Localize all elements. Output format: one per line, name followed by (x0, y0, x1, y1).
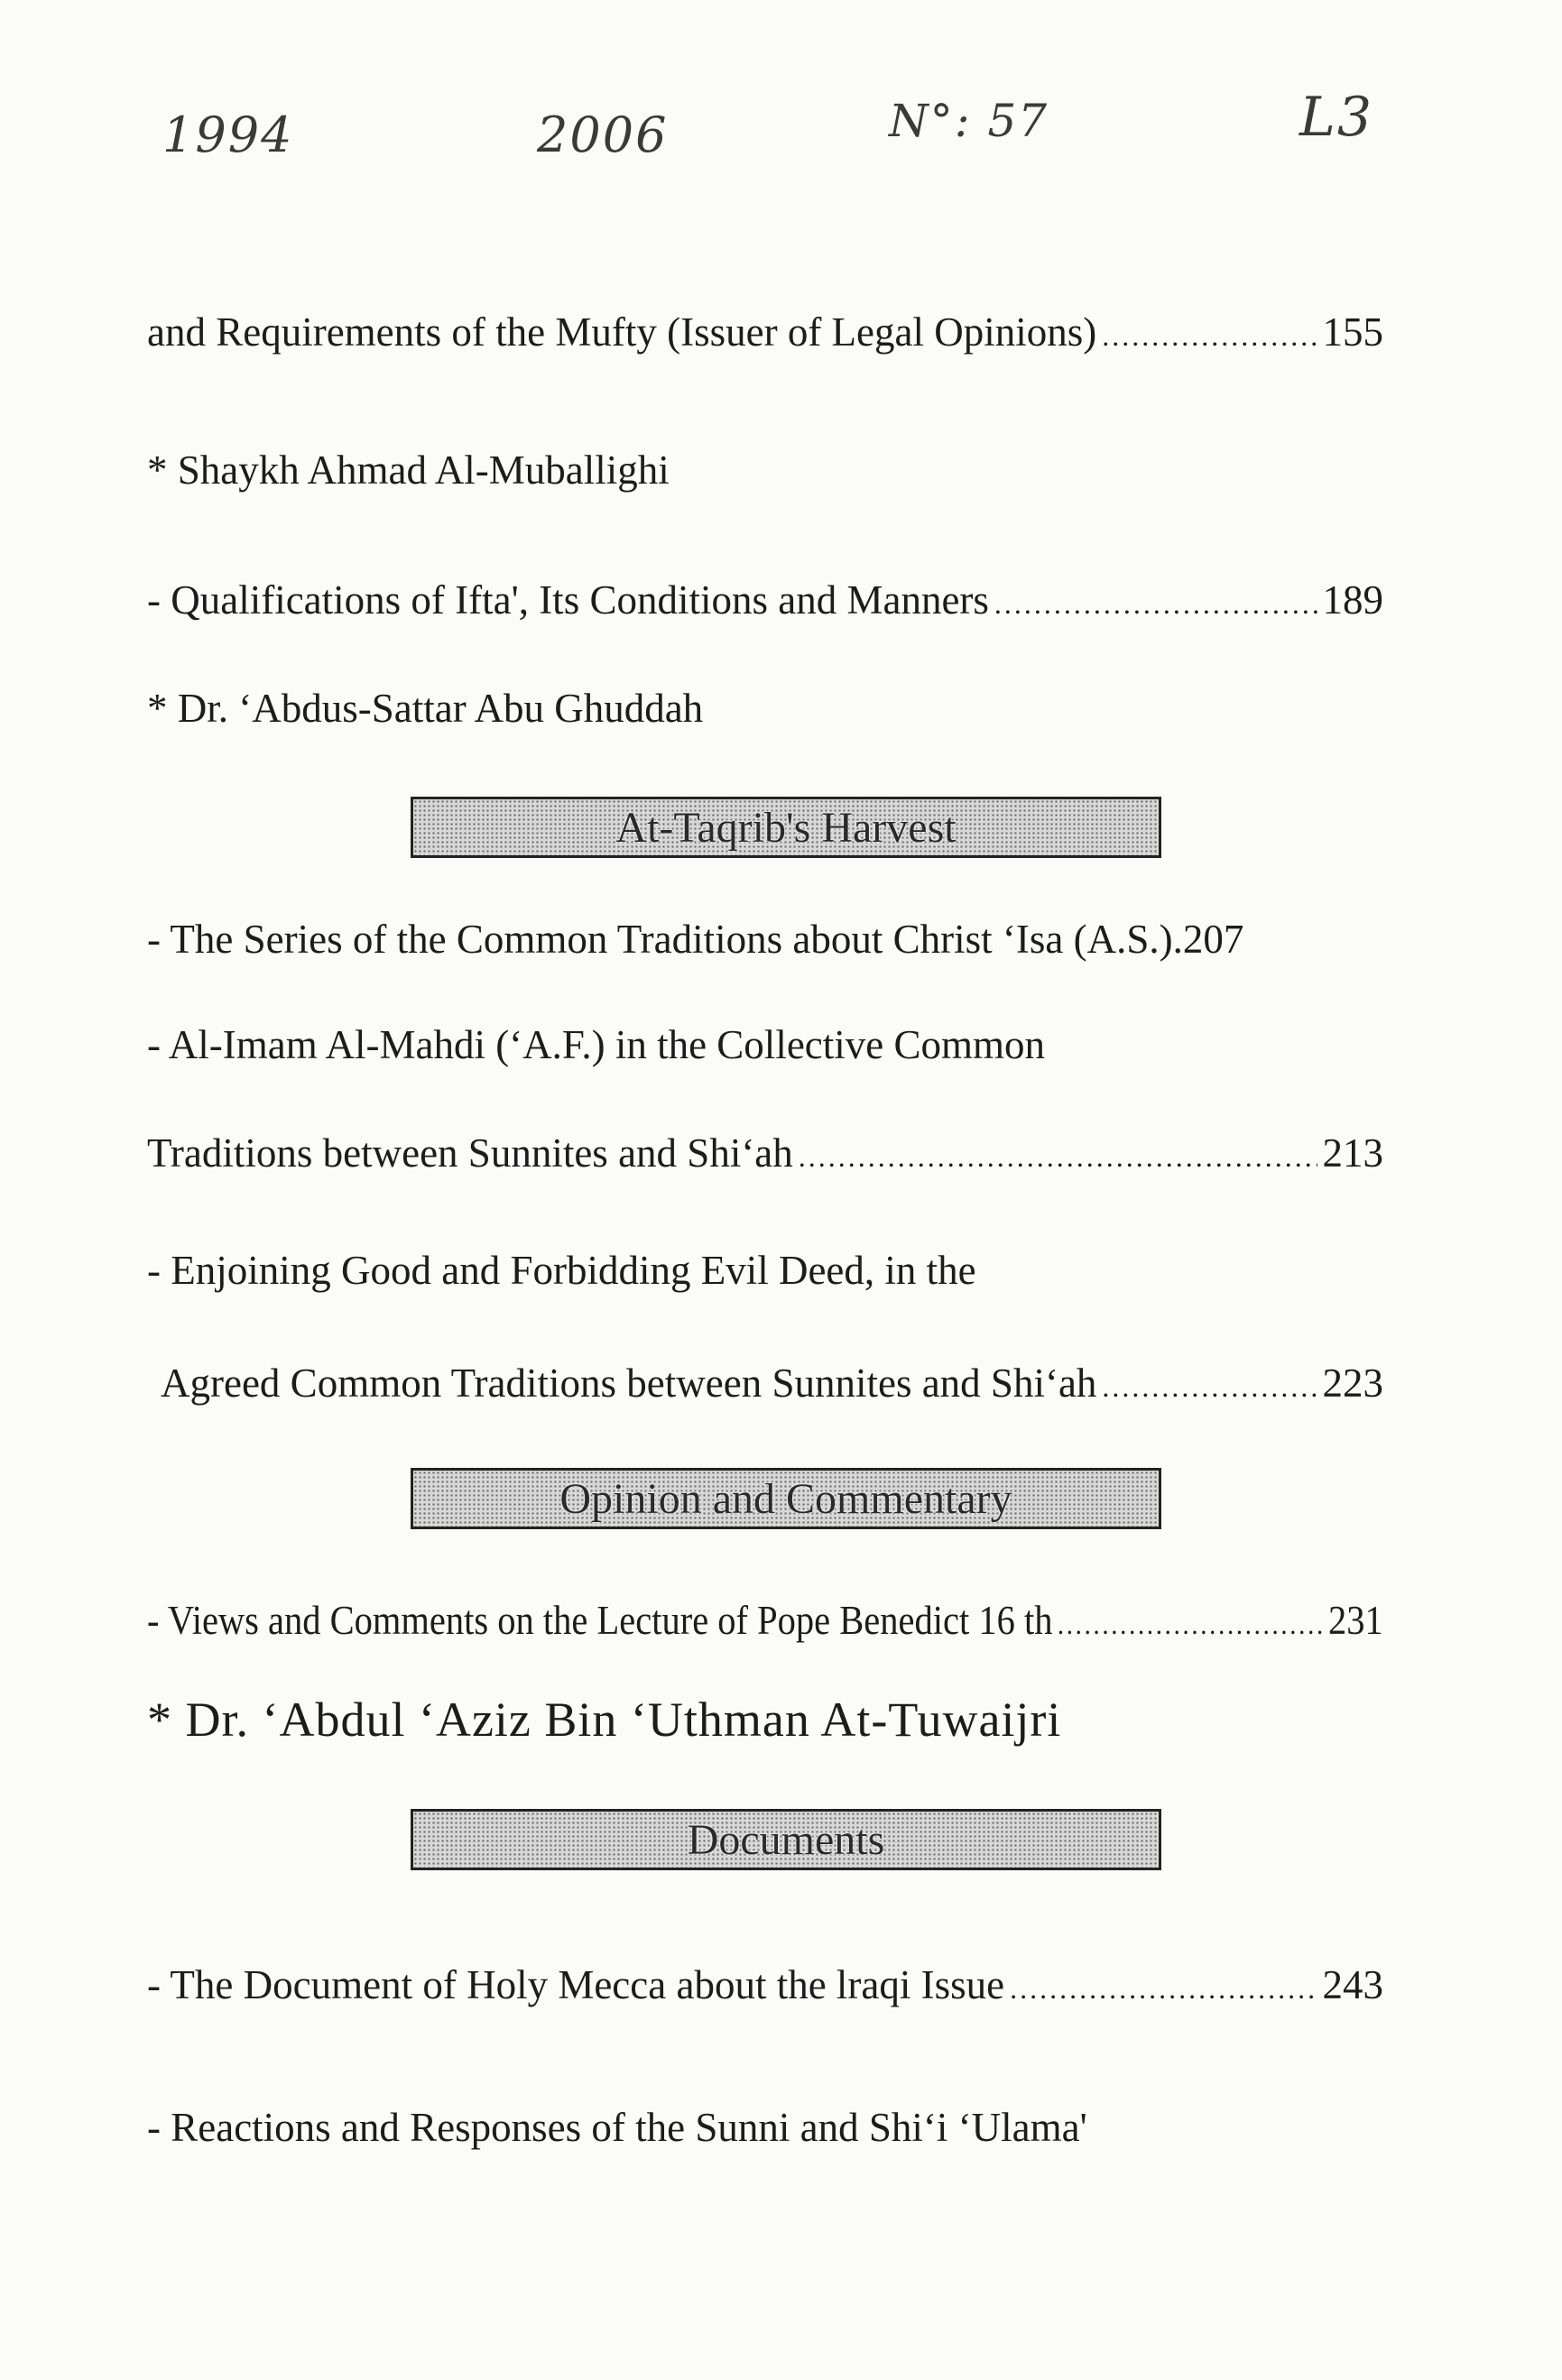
toc-entry-title: - The Document of Holy Mecca about the lraqi Issue (147, 1962, 1005, 2007)
dot-leader (994, 578, 1317, 629)
section-heading-documents (411, 1809, 1161, 1870)
toc-author: * Dr. ‘Abdul ‘Aziz Bin ‘Uthman At-Tuwaijri (147, 1693, 1062, 1747)
toc-page-number: 155 (1322, 309, 1383, 355)
section-heading-text: At-Taqrib's Harvest (615, 803, 957, 852)
toc-page-number: 213 (1322, 1130, 1383, 1176)
toc-entry-imam-mahdi (147, 1128, 1383, 1182)
handwritten-issue-number: N°: 57 (889, 95, 1049, 147)
toc-entry-title: Traditions between Sunnites and Shi‘ah (147, 1130, 793, 1176)
toc-page-number: 231 (1328, 1598, 1383, 1643)
toc-author: * Dr. ‘Abdus-Sattar Abu Ghuddah (147, 686, 704, 731)
dot-leader (1102, 1361, 1317, 1412)
toc-entry-line: - Al-Imam Al-Mahdi (‘A.F.) in the Collective Common (147, 1022, 1046, 1067)
section-heading-text: Opinion and Commentary (559, 1474, 1012, 1523)
toc-entry-mufty-requirements (147, 307, 1383, 361)
toc-page-number: 223 (1322, 1361, 1383, 1406)
toc-entry-title: Agreed Common Traditions between Sunnites and Shi‘ah (161, 1361, 1097, 1406)
toc-page-number: 243 (1322, 1962, 1383, 2007)
dot-leader (1010, 1963, 1317, 2014)
toc-entry-holy-mecca-document (147, 1960, 1383, 2014)
dot-leader (1058, 1599, 1324, 1649)
section-heading-harvest (411, 797, 1161, 858)
toc-page-number: 189 (1322, 577, 1383, 623)
section-heading-text: Documents (687, 1815, 885, 1864)
handwritten-year-start: 1994 (162, 106, 294, 163)
toc-entry-enjoining-good (161, 1358, 1383, 1412)
dot-leader (799, 1131, 1317, 1182)
toc-entry-christ-isa (147, 914, 1383, 964)
dot-leader (1102, 310, 1317, 361)
toc-entry-title: and Requirements of the Mufty (Issuer of Legal Opinions) (147, 309, 1097, 355)
toc-entry-pope-benedict (147, 1595, 1383, 1649)
section-heading-opinion (411, 1468, 1161, 1529)
handwritten-year-end: 2006 (537, 106, 669, 163)
handwritten-shelf-code: L3 (1299, 86, 1374, 149)
toc-entry-ifta-qualifications (147, 575, 1383, 629)
toc-entry-reactions-responses: - Reactions and Responses of the Sunni and Shi‘i ‘Ulama' (147, 2105, 1087, 2150)
toc-entry-title: - Qualifications of Ifta', Its Conditions and Manners (147, 577, 989, 623)
toc-entry-title: - The Series of the Common Traditions about Christ ‘Isa (A.S.). (147, 917, 1183, 962)
toc-entry-line: - Enjoining Good and Forbidding Evil Deed, in the (147, 1248, 976, 1293)
toc-author: * Shaykh Ahmad Al-Muballighi (147, 447, 670, 493)
toc-entry-title: - Views and Comments on the Lecture of Pope Benedict 16 th (147, 1598, 1053, 1643)
toc-page-number: 207 (1182, 917, 1244, 962)
